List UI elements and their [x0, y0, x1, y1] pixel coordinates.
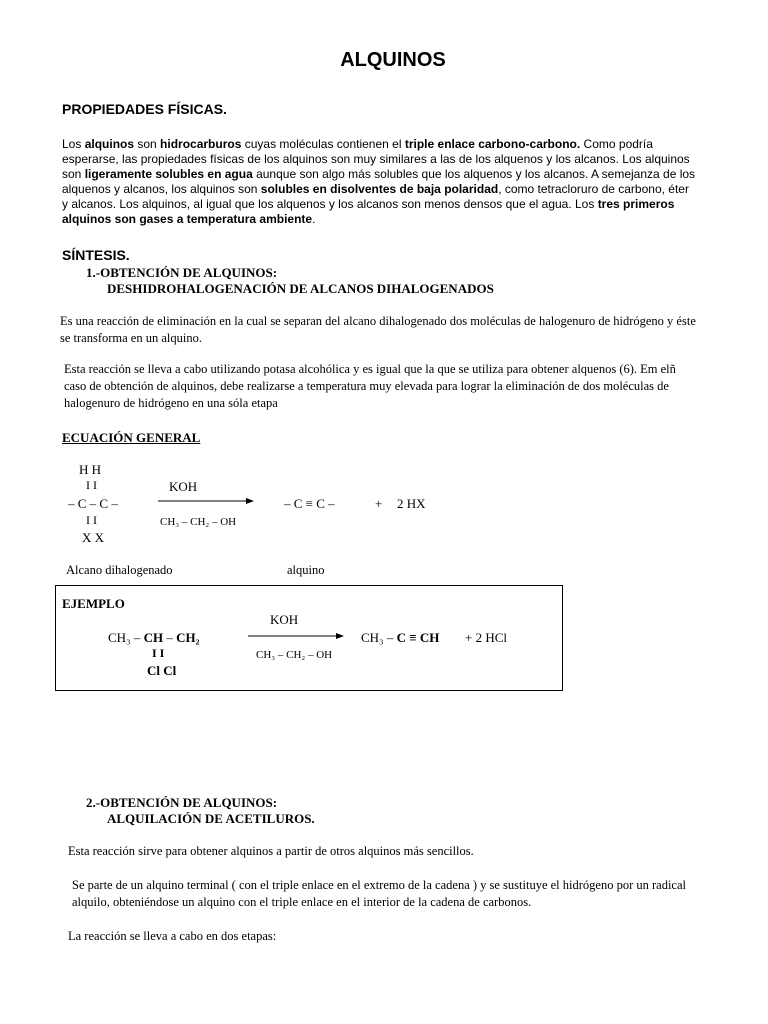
eq-byproduct: 2 HX	[397, 496, 426, 511]
eq-product: – C ≡ C –	[284, 496, 335, 511]
sintesis-paragraph-1: Es una reacción de eliminación en la cual se separan del alcano dihalogenado dos moléculas de halogenuro de hidrógeno y éste se transforma en un alquino.	[60, 314, 696, 345]
section-heading-sintesis: SÍNTESIS.	[62, 247, 130, 263]
eq-bonds-top: I I	[86, 478, 97, 492]
eq-solvent: CH₃ – CH₂ – OH	[160, 516, 237, 528]
alquilacion-paragraph-3: La reacción se lleva a cabo en dos etapas:	[68, 929, 277, 943]
alquilacion-paragraph-1: Esta reacción sirve para obtener alquinos a partir de otros alquinos más sencillos.	[68, 844, 474, 858]
example-reactant: CH₃ – CH – CH₂	[108, 630, 200, 645]
example-heading: EJEMPLO	[62, 596, 125, 611]
label-alcano-dihalogenado: Alcano dihalogenado	[66, 563, 173, 577]
eq-reaction-arrow-icon	[158, 496, 254, 506]
subheading-obtencion-2: 2.-OBTENCIÓN DE ALQUINOS:	[86, 795, 278, 810]
eq-plus: +	[375, 496, 383, 511]
ecuacion-heading: ECUACIÓN GENERAL	[62, 430, 201, 445]
example-reaction-arrow-icon	[248, 631, 344, 641]
section-heading-propiedades: PROPIEDADES FÍSICAS.	[62, 101, 227, 117]
example-bonds: I I	[152, 646, 165, 660]
eq-reagent-koh: KOH	[169, 479, 198, 494]
eq-halogens: X X	[82, 530, 105, 545]
example-reagent-koh: KOH	[270, 612, 299, 627]
propiedades-paragraph: Los alquinos son hidrocarburos cuyas moléculas contienen el triple enlace carbono-carbono. Como podría esperarse, las propiedades físicas de los alquinos son muy similares a las de los alquenos y los alcanos. Los alquinos son ligeramente solubles en agua aunque son algo más solubles que los alquenos y los alcanos. A semejanza de los alquenos y alcanos, los alquinos son solubles en disolventes de baja polaridad, como tetracloruro de carbono, éter y alcanos. Los alquinos, al igual que los alquenos y los alcanos son menos densos que el agua. Los tres primeros alquinos son gases a temperatura ambiente.	[62, 137, 696, 226]
example-byproduct: + 2 HCl	[465, 630, 508, 645]
label-alquino: alquino	[287, 563, 325, 577]
subheading-alquilacion: ALQUILACIÓN DE ACETILUROS.	[107, 811, 315, 826]
page-title: ALQUINOS	[340, 49, 446, 71]
eq-hydrogens: H H	[79, 462, 102, 477]
example-product: CH₃ – C ≡ CH	[361, 630, 440, 645]
subheading-obtencion-1: 1.-OBTENCIÓN DE ALQUINOS:	[86, 265, 278, 280]
alquilacion-paragraph-2: Se parte de un alquino terminal ( con el triple enlace en el extremo de la cadena ) y se sustituye el hidrógeno por un radical alquilo, obteniéndose un alquino con el triple enlace en el interior de la cadena de carbonos.	[72, 878, 687, 909]
eq-chain: – C – C –	[68, 496, 118, 511]
example-halogens: Cl Cl	[147, 663, 177, 678]
sintesis-paragraph-2: Esta reacción se lleva a cabo utilizando potasa alcohólica y es igual que la que se utiliza para obtener alquenos (6). Em elñ caso de obtención de alquinos, debe realizarse a temperatura muy elevada para lograr la eliminación de dos moléculas de halogenuro de hidrógeno en una sóla etapa	[64, 362, 676, 410]
example-solvent: CH₃ – CH₂ – OH	[256, 649, 333, 661]
subheading-deshidrohalogenacion: DESHIDROHALOGENACIÓN DE ALCANOS DIHALOGENADOS	[107, 281, 494, 296]
eq-bonds-bottom: I I	[86, 513, 97, 527]
